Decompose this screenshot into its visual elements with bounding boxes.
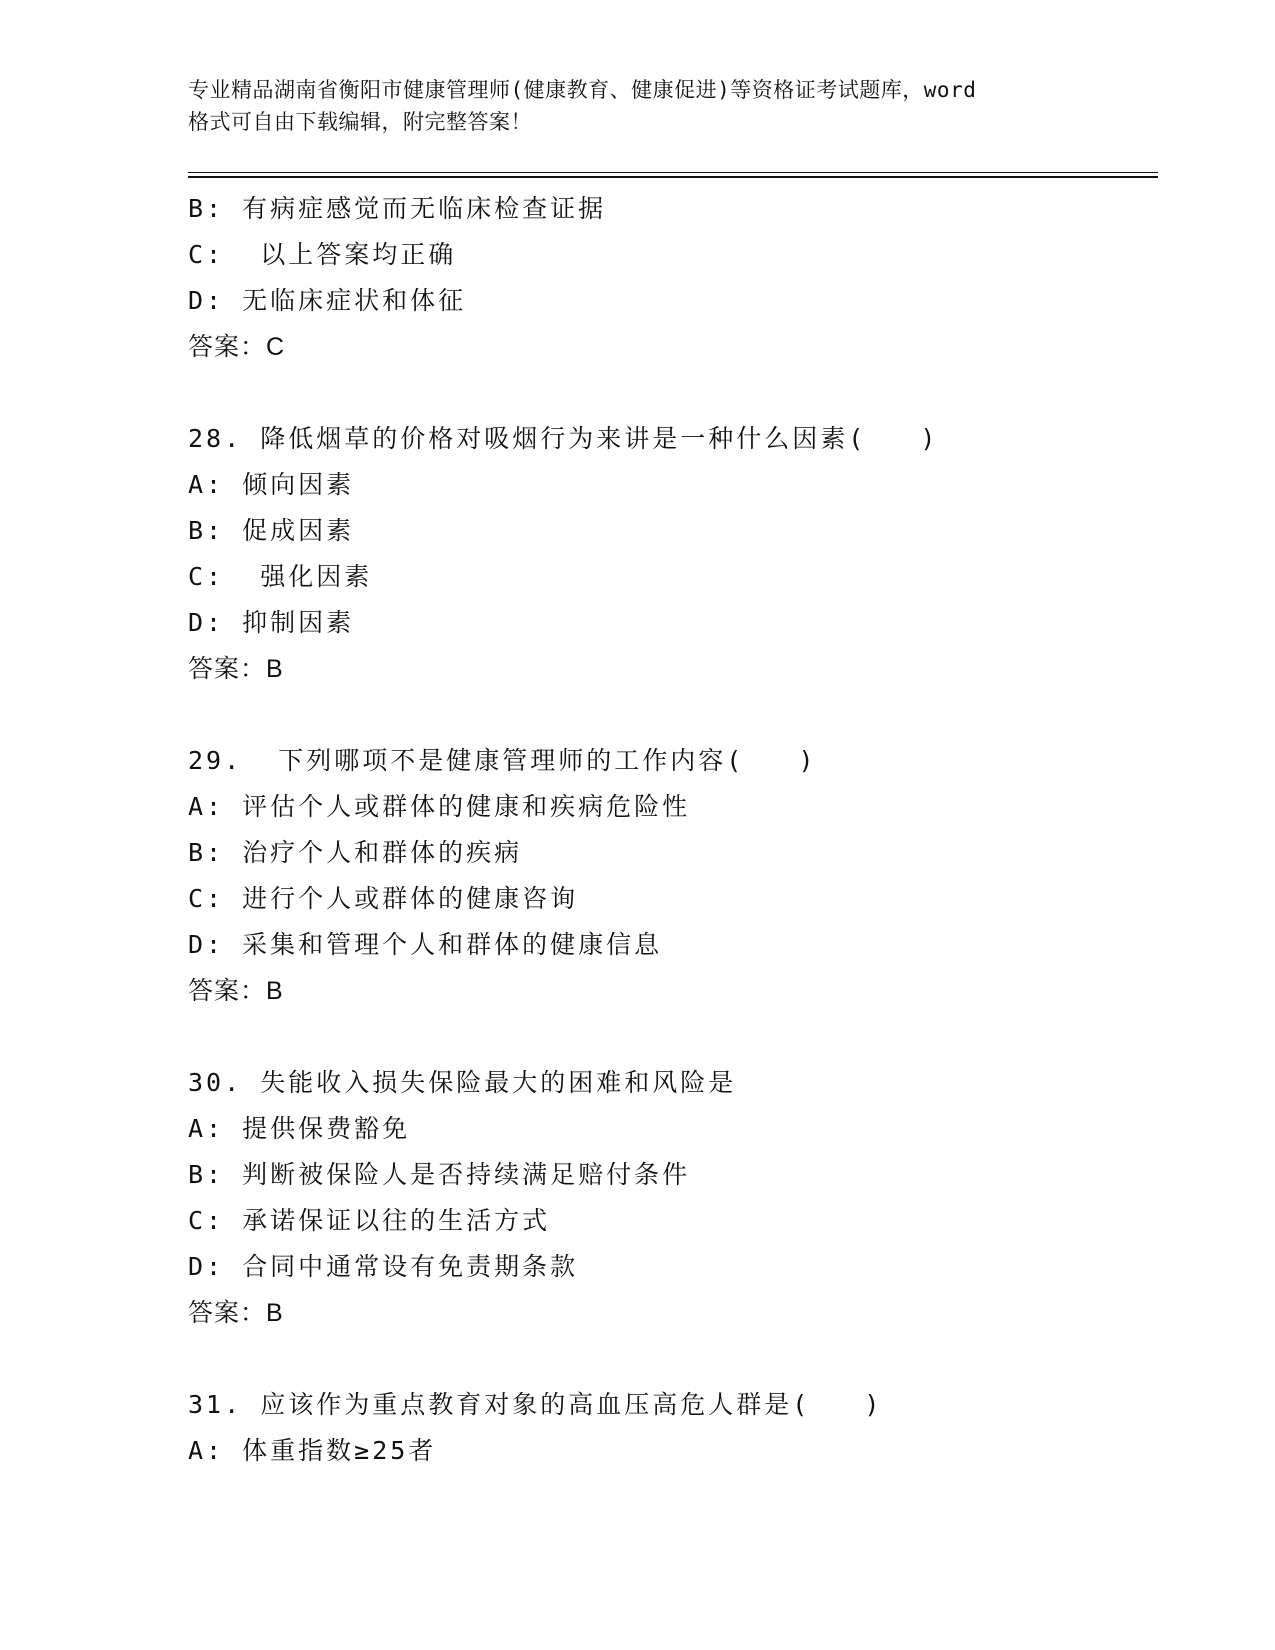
question-list: [188, 186, 1158, 1474]
option-d: D: 采集和管理个人和群体的健康信息: [188, 930, 663, 959]
option-c: C: 以上答案均正确: [188, 240, 457, 269]
option-b: B: 有病症感觉而无临床检查证据: [188, 194, 607, 223]
question-block-partial: [188, 186, 1158, 370]
answer-line: 答案：C: [188, 333, 286, 361]
answer-line: 答案：B: [188, 977, 284, 1005]
spacer: [188, 370, 1158, 416]
option-a: A: 体重指数≥25者: [188, 1436, 437, 1465]
question-stem: 28. 降低烟草的价格对吸烟行为来讲是一种什么因素( ): [188, 424, 939, 453]
question-block-31: [188, 1382, 1158, 1474]
option-b: B: 判断被保险人是否持续满足赔付条件: [188, 1160, 691, 1189]
option-b: B: 促成因素: [188, 516, 355, 545]
option-c: C: 承诺保证以往的生活方式: [188, 1206, 551, 1235]
option-b: B: 治疗个人和群体的疾病: [188, 838, 523, 867]
header-line-2: 格式可自由下载编辑，附完整答案！: [188, 110, 532, 134]
header-divider-thin: [188, 172, 1158, 173]
option-d: D: 合同中通常设有免责期条款: [188, 1252, 579, 1281]
option-c: C: 进行个人或群体的健康咨询: [188, 884, 579, 913]
question-stem: 30. 失能收入损失保险最大的困难和风险是: [188, 1068, 737, 1097]
spacer: [188, 1014, 1158, 1060]
answer-line: 答案：B: [188, 655, 284, 683]
spacer: [188, 1336, 1158, 1382]
spacer: [188, 692, 1158, 738]
header-divider-thick: [188, 176, 1158, 178]
question-block-30: [188, 1060, 1158, 1336]
document-header: [188, 74, 1108, 138]
option-d: D: 抑制因素: [188, 608, 355, 637]
question-stem: 31. 应该作为重点教育对象的高血压高危人群是( ): [188, 1390, 883, 1419]
option-c: C: 强化因素: [188, 562, 373, 591]
question-block-28: [188, 416, 1158, 692]
header-line-1: 专业精品湖南省衡阳市健康管理师(健康教育、健康促进)等资格证考试题库，word: [188, 78, 977, 102]
option-a: A: 评估个人或群体的健康和疾病危险性: [188, 792, 691, 821]
question-stem: 29. 下列哪项不是健康管理师的工作内容( ): [188, 746, 817, 775]
question-block-29: [188, 738, 1158, 1014]
option-a: A: 倾向因素: [188, 470, 355, 499]
option-d: D: 无临床症状和体征: [188, 286, 467, 315]
option-a: A: 提供保费豁免: [188, 1114, 411, 1143]
answer-line: 答案：B: [188, 1299, 284, 1327]
